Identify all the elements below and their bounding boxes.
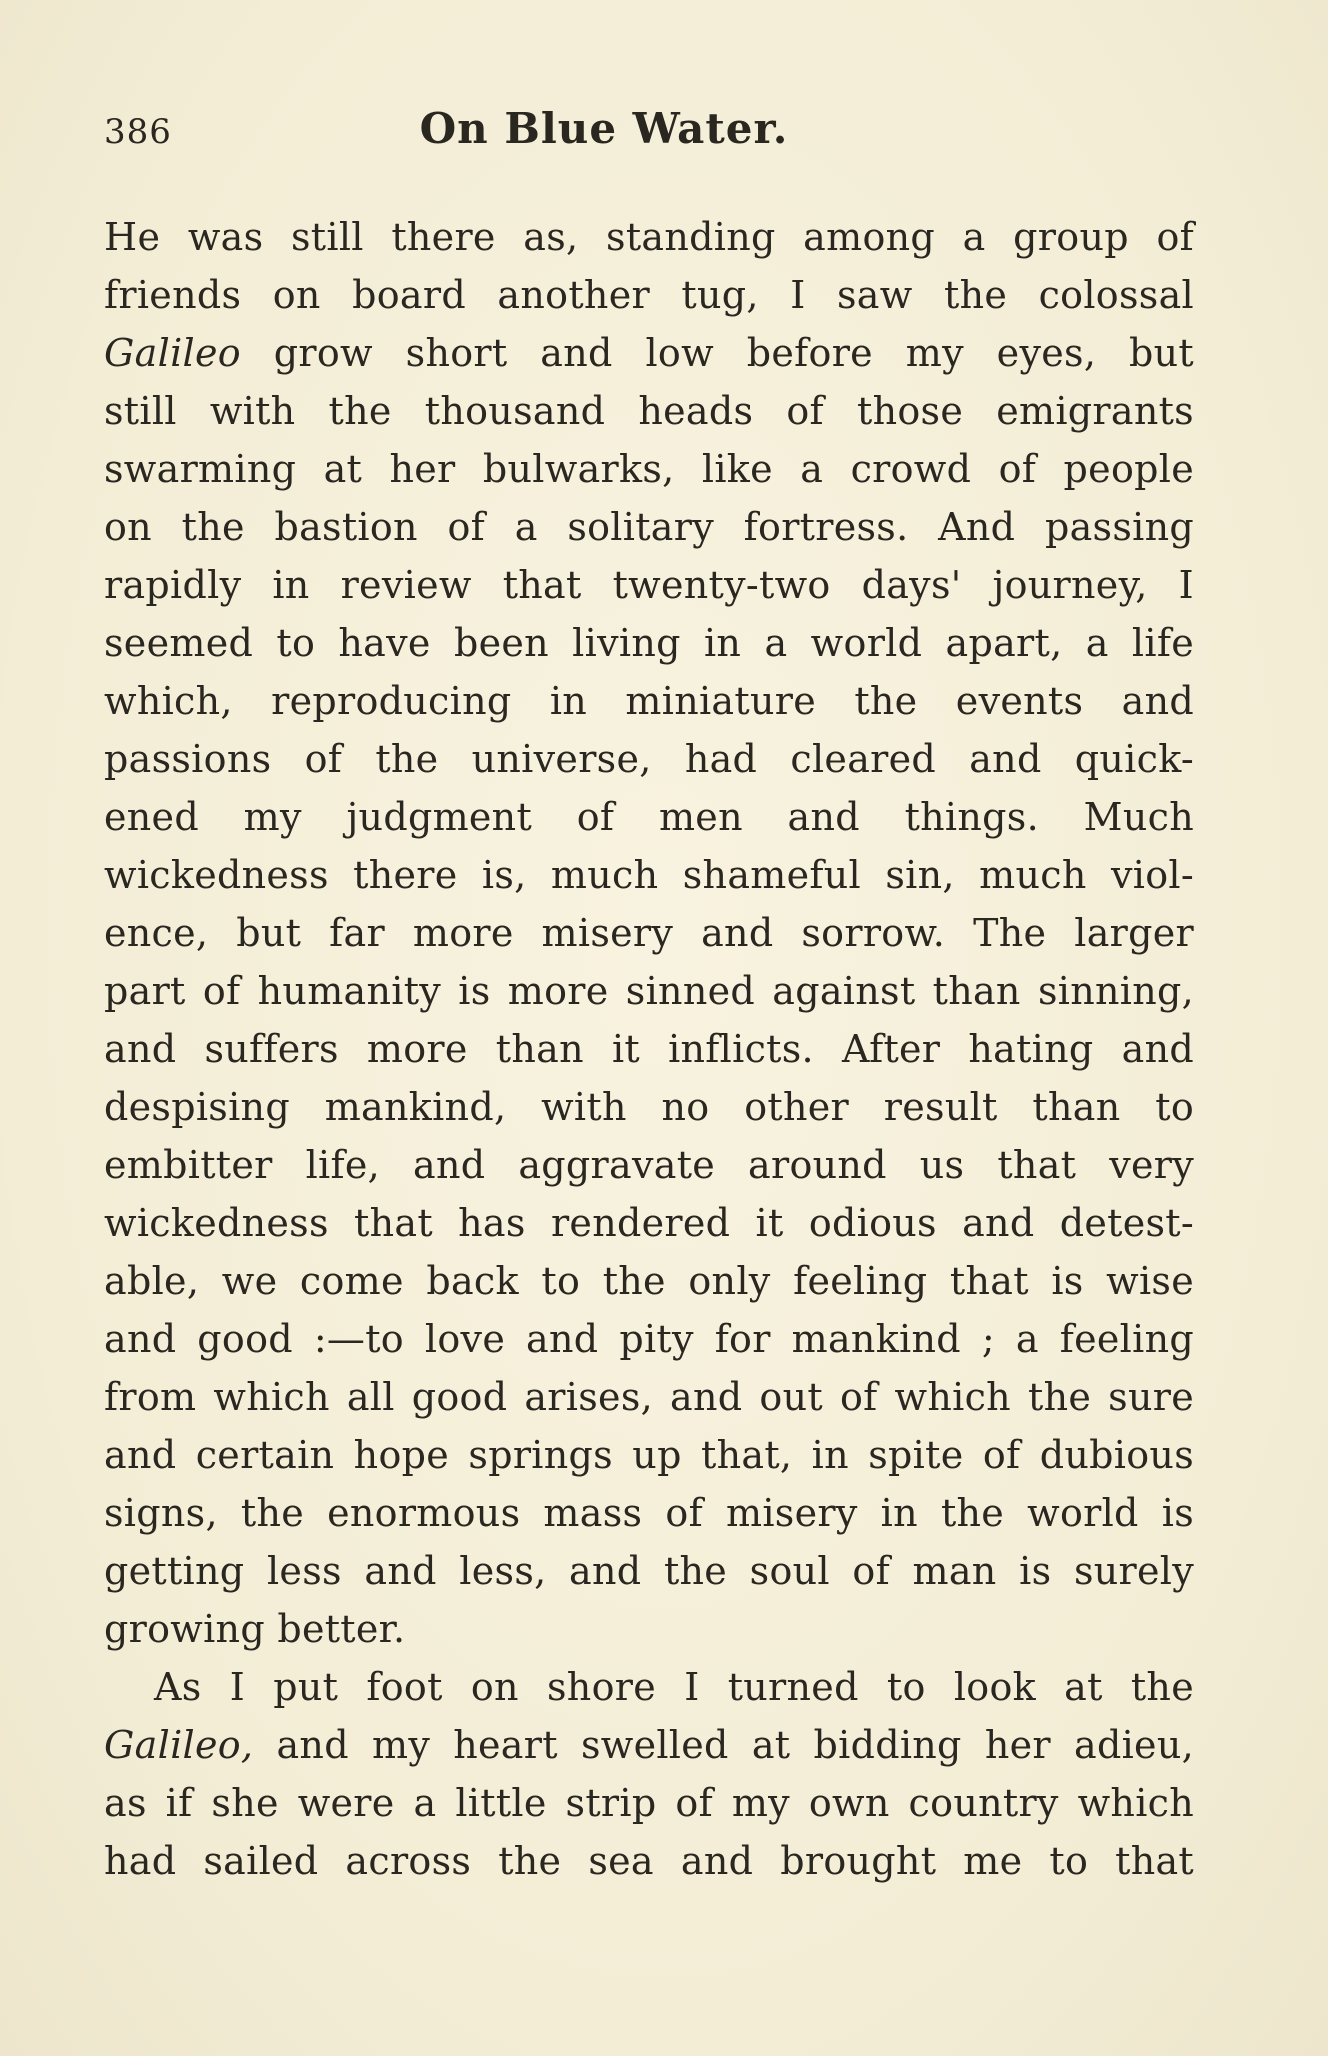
text-line — [104, 324, 1194, 382]
text-line — [104, 1774, 1194, 1832]
running-title: On Blue Water. — [419, 104, 789, 153]
line-text: and certain hope springs up that, in spite of dubious — [104, 1433, 1194, 1477]
text-line — [104, 1252, 1194, 1310]
line-text: getting less and less, and the soul of man is surely — [104, 1549, 1194, 1593]
text-line — [104, 1832, 1194, 1890]
text-line — [104, 1542, 1194, 1600]
line-text: growing better. — [104, 1607, 406, 1651]
line-text: embitter life, and aggravate around us that very — [104, 1143, 1194, 1187]
text-line — [104, 614, 1194, 672]
line-text: part of humanity is more sinned against than sinning, — [104, 969, 1194, 1013]
line-text: signs, the enormous mass of misery in the world is — [104, 1491, 1194, 1535]
line-text: still with the thousand heads of those emigrants — [104, 389, 1194, 433]
line-text: despising mankind, with no other result than to — [104, 1085, 1194, 1129]
text-line — [104, 962, 1194, 1020]
line-text: and good :—to love and pity for mankind ; a feeling — [104, 1317, 1194, 1361]
line-text: As I put foot on shore I turned to look at the — [154, 1665, 1194, 1709]
text-line — [104, 1484, 1194, 1542]
line-text: swarming at her bulwarks, like a crowd of people — [104, 447, 1194, 491]
line-text: able, we come back to the only feeling that is wise — [104, 1259, 1194, 1303]
text-line — [104, 1020, 1194, 1078]
line-text: as if she were a little strip of my own country which — [104, 1781, 1194, 1825]
text-line — [104, 672, 1194, 730]
text-line — [104, 904, 1194, 962]
line-text: friends on board another tug, I saw the colossal — [104, 273, 1194, 317]
text-line — [104, 1368, 1194, 1426]
line-text: which, reproducing in miniature the events and — [104, 679, 1194, 723]
line-text: ence, but far more misery and sorrow. The larger — [104, 911, 1194, 955]
page-number: 386 — [104, 112, 172, 152]
line-text: He was still there as, standing among a group of — [104, 215, 1194, 259]
line-text: seemed to have been living in a world apart, a life — [104, 621, 1194, 665]
text-line — [104, 730, 1194, 788]
text-line — [104, 266, 1194, 324]
line-text: on the bastion of a solitary fortress. And passing — [104, 505, 1194, 549]
line-text: grow short and low before my eyes, but — [240, 331, 1194, 375]
line-text: rapidly in review that twenty-two days' journey, I — [104, 563, 1194, 607]
text-line — [104, 382, 1194, 440]
text-line — [104, 208, 1194, 266]
text-line — [104, 440, 1194, 498]
text-line — [104, 1658, 1194, 1716]
line-text: ened my judgment of men and things. Much — [104, 795, 1194, 839]
line-text: from which all good arises, and out of which the sure — [104, 1375, 1194, 1419]
italic-ship-name: Galileo — [104, 331, 241, 375]
line-text: had sailed across the sea and brought me to that — [104, 1839, 1194, 1883]
body-text — [104, 208, 1194, 1890]
line-text: wickedness that has rendered it odious and detest- — [104, 1201, 1194, 1245]
text-line — [104, 1716, 1194, 1774]
text-line — [104, 1194, 1194, 1252]
text-line — [104, 788, 1194, 846]
text-line — [104, 1136, 1194, 1194]
text-line — [104, 1310, 1194, 1368]
running-head — [104, 104, 1194, 164]
line-text: and suffers more than it inflicts. After hating and — [104, 1027, 1194, 1071]
text-line — [104, 1078, 1194, 1136]
line-text: wickedness there is, much shameful sin, much viol- — [104, 853, 1194, 897]
text-line — [104, 846, 1194, 904]
text-line — [104, 1426, 1194, 1484]
line-text: and my heart swelled at bidding her adieu, — [253, 1723, 1194, 1767]
text-line — [104, 1600, 1194, 1658]
text-line — [104, 556, 1194, 614]
text-line — [104, 498, 1194, 556]
line-text: passions of the universe, had cleared and quick- — [104, 737, 1194, 781]
italic-ship-name: Galileo, — [104, 1723, 254, 1767]
